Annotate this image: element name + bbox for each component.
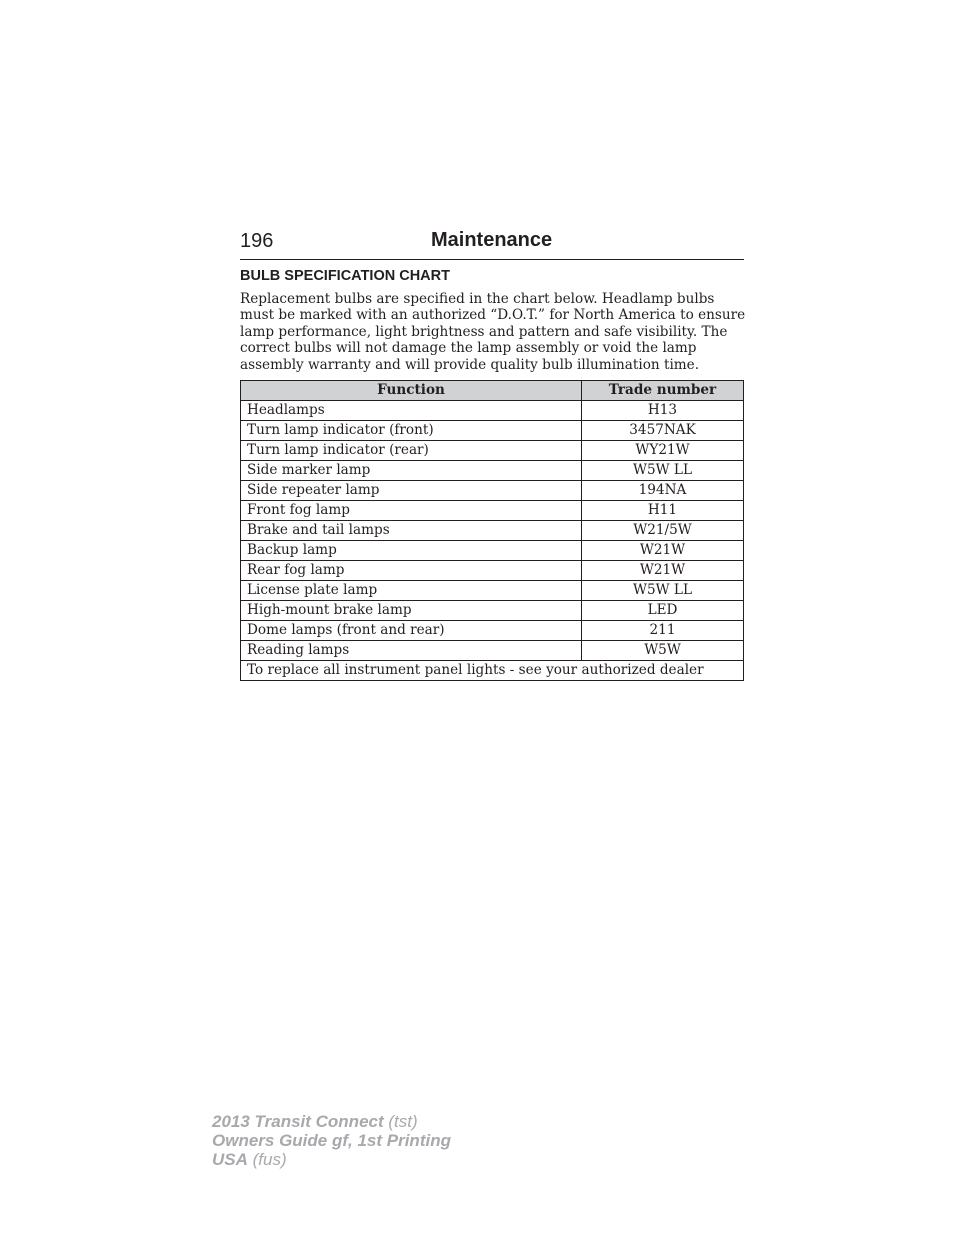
footer-line-2 — [212, 1131, 451, 1150]
function-cell: High-mount brake lamp — [241, 601, 582, 621]
table-row — [241, 601, 744, 621]
intro-paragraph: Replacement bulbs are specified in the chart below. Headlamp bulbs must be marked with an authorized “D.O.T.” for North America to ensure lamp performance, light brightness and pattern and safe visibility. The correct bulbs will not damage the lamp assembly or void the lamp assembly warranty and will provide quality bulb illumination time. — [240, 291, 746, 373]
table-row — [241, 541, 744, 561]
trade-number-cell: W5W LL — [582, 581, 744, 601]
table-row — [241, 501, 744, 521]
trade-number-cell: 194NA — [582, 481, 744, 501]
document-footer — [212, 1112, 451, 1169]
trade-number-cell: W21W — [582, 541, 744, 561]
function-cell: Rear fog lamp — [241, 561, 582, 581]
table-row — [241, 621, 744, 641]
table-row — [241, 481, 744, 501]
function-cell: Backup lamp — [241, 541, 582, 561]
table-row — [241, 401, 744, 421]
function-cell: Headlamps — [241, 401, 582, 421]
function-cell: Side marker lamp — [241, 461, 582, 481]
table-row — [241, 461, 744, 481]
function-cell: Reading lamps — [241, 641, 582, 661]
footer-line-1 — [212, 1112, 451, 1131]
section-heading: BULB SPECIFICATION CHART — [240, 268, 450, 284]
trade-number-cell: 211 — [582, 621, 744, 641]
function-cell: Turn lamp indicator (rear) — [241, 441, 582, 461]
footer-line-3 — [212, 1150, 451, 1169]
trade-number-cell: LED — [582, 601, 744, 621]
page-header — [240, 228, 744, 260]
table-note: To replace all instrument panel lights - see your authorized dealer — [241, 661, 744, 681]
trade-number-cell: W5W — [582, 641, 744, 661]
table-row — [241, 581, 744, 601]
footer-model-code: (tst) — [388, 1112, 418, 1131]
table-row — [241, 441, 744, 461]
trade-number-cell: H11 — [582, 501, 744, 521]
trade-number-cell: W21W — [582, 561, 744, 581]
function-cell: License plate lamp — [241, 581, 582, 601]
table-note-row — [241, 661, 744, 681]
trade-number-cell: W21/5W — [582, 521, 744, 541]
table-row — [241, 561, 744, 581]
function-cell: Brake and tail lamps — [241, 521, 582, 541]
table-row — [241, 521, 744, 541]
function-cell: Side repeater lamp — [241, 481, 582, 501]
trade-number-cell: H13 — [582, 401, 744, 421]
table-row — [241, 421, 744, 441]
page-number: 196 — [240, 230, 274, 252]
table-header-row — [241, 381, 744, 401]
function-cell: Turn lamp indicator (front) — [241, 421, 582, 441]
bulb-specification-table — [240, 380, 744, 681]
footer-model: 2013 Transit Connect — [212, 1112, 384, 1131]
trade-number-cell: W5W LL — [582, 461, 744, 481]
trade-number-cell: WY21W — [582, 441, 744, 461]
function-cell: Dome lamps (front and rear) — [241, 621, 582, 641]
footer-market-code: (fus) — [252, 1150, 287, 1169]
footer-printing: Owners Guide gf, 1st Printing — [212, 1131, 451, 1150]
column-header-function: Function — [241, 381, 582, 401]
table-row — [241, 641, 744, 661]
trade-number-cell: 3457NAK — [582, 421, 744, 441]
column-header-trade-number: Trade number — [582, 381, 744, 401]
footer-market: USA — [212, 1150, 248, 1169]
function-cell: Front fog lamp — [241, 501, 582, 521]
page-title: Maintenance — [431, 229, 553, 251]
